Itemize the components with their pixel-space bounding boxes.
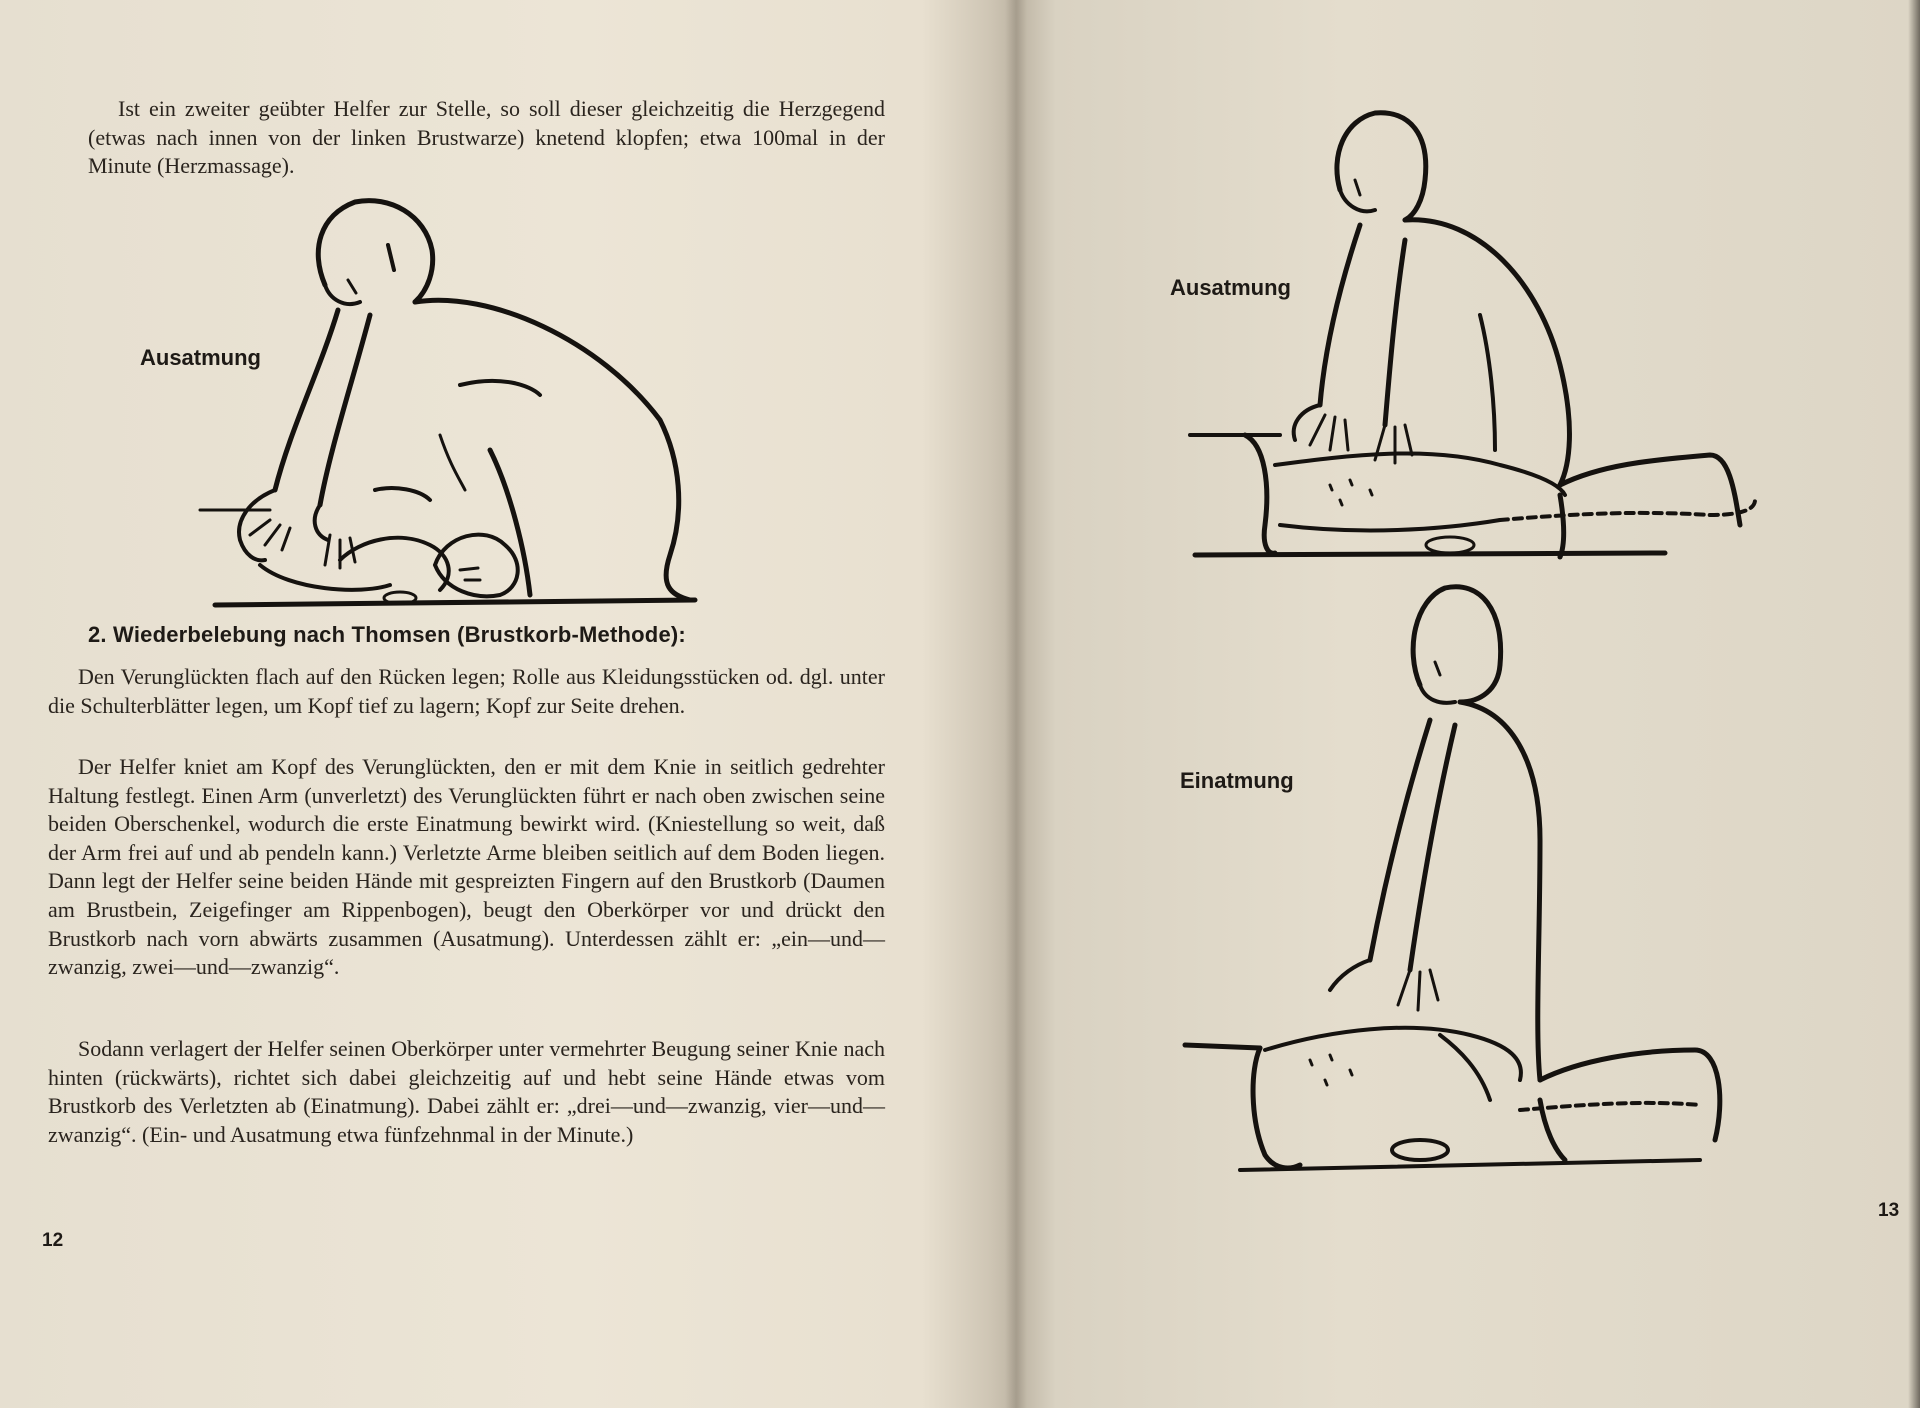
page-number-right: 13 <box>1878 1200 1900 1221</box>
figure-caption-top: Ausatmung <box>1170 275 1291 300</box>
paragraph-positioning: Den Verunglückten flach auf den Rücken legen; Rolle aus Kleidungsstücken od. dgl. unter die Schulterblätter legen, um Kopf tief zu lagern; Kopf zur Seite drehen. <box>48 664 885 718</box>
paragraph-inhalation: Sodann verlagert der Helfer seinen Oberkörper unter vermehrter Beugung seiner Knie nach hinten (rückwärts), richtet sich dabei gleichzeitig auf und hebt seine Hände etwas vom Brustkorb des Verletzten ab (Einatmung). Dabei zählt er: „drei—und—zwanzig, vier—und—zwanzig“. (Ein- und Ausatmung etwa fünfzehnmal in der Minute.) <box>48 1036 885 1147</box>
section-heading: 2. Wiederbelebung nach Thomsen (Brustkorb-Methode): <box>88 622 686 647</box>
illustration-exhalation-right <box>1180 105 1830 565</box>
paragraph-method: Der Helfer kniet am Kopf des Verunglückten, den er mit dem Knie in seitlich gedrehter Haltung festlegt. Einen Arm (unverletzt) des Verunglückten führt er nach oben zwischen seine beiden Oberschenkel, wodurch die erste Einatmung bewirkt wird. (Kniestellung so weit, daß der Arm frei auf und ab pendeln kann.) Verletzte Arme bleiben seitlich auf dem Boden liegen. Dann legt der Helfer seine beiden Hände mit gespreizten Fingern auf den Brustkorb (Daumen am Brustbein, Zeigefinger am Rippenbogen), beugt den Oberkörper vor und drückt den Brustkorb nach vorn abwärts zusammen (Ausatmung). Unterdessen zählt er: „ein—und—zwanzig, zwei—und—zwanzig“. <box>48 754 885 980</box>
illustration-inhalation-right <box>1180 580 1830 1240</box>
intro-paragraph: Ist ein zweiter geübter Helfer zur Stelle, so soll dieser gleichzeitig die Herzgegend (etwas nach innen von der linken Brustwarze) knetend klopfen; etwa 100mal in der Minute (Herzmassage). <box>88 96 885 179</box>
page-number-left: 12 <box>42 1230 64 1251</box>
left-page <box>40 80 900 1380</box>
illustration-exhalation-left <box>160 190 780 610</box>
right-page <box>1030 80 1910 1380</box>
book-gutter <box>1005 0 1027 1408</box>
figure-caption-exhalation: Ausatmung <box>140 345 261 370</box>
figure-caption-bottom: Einatmung <box>1180 768 1294 793</box>
